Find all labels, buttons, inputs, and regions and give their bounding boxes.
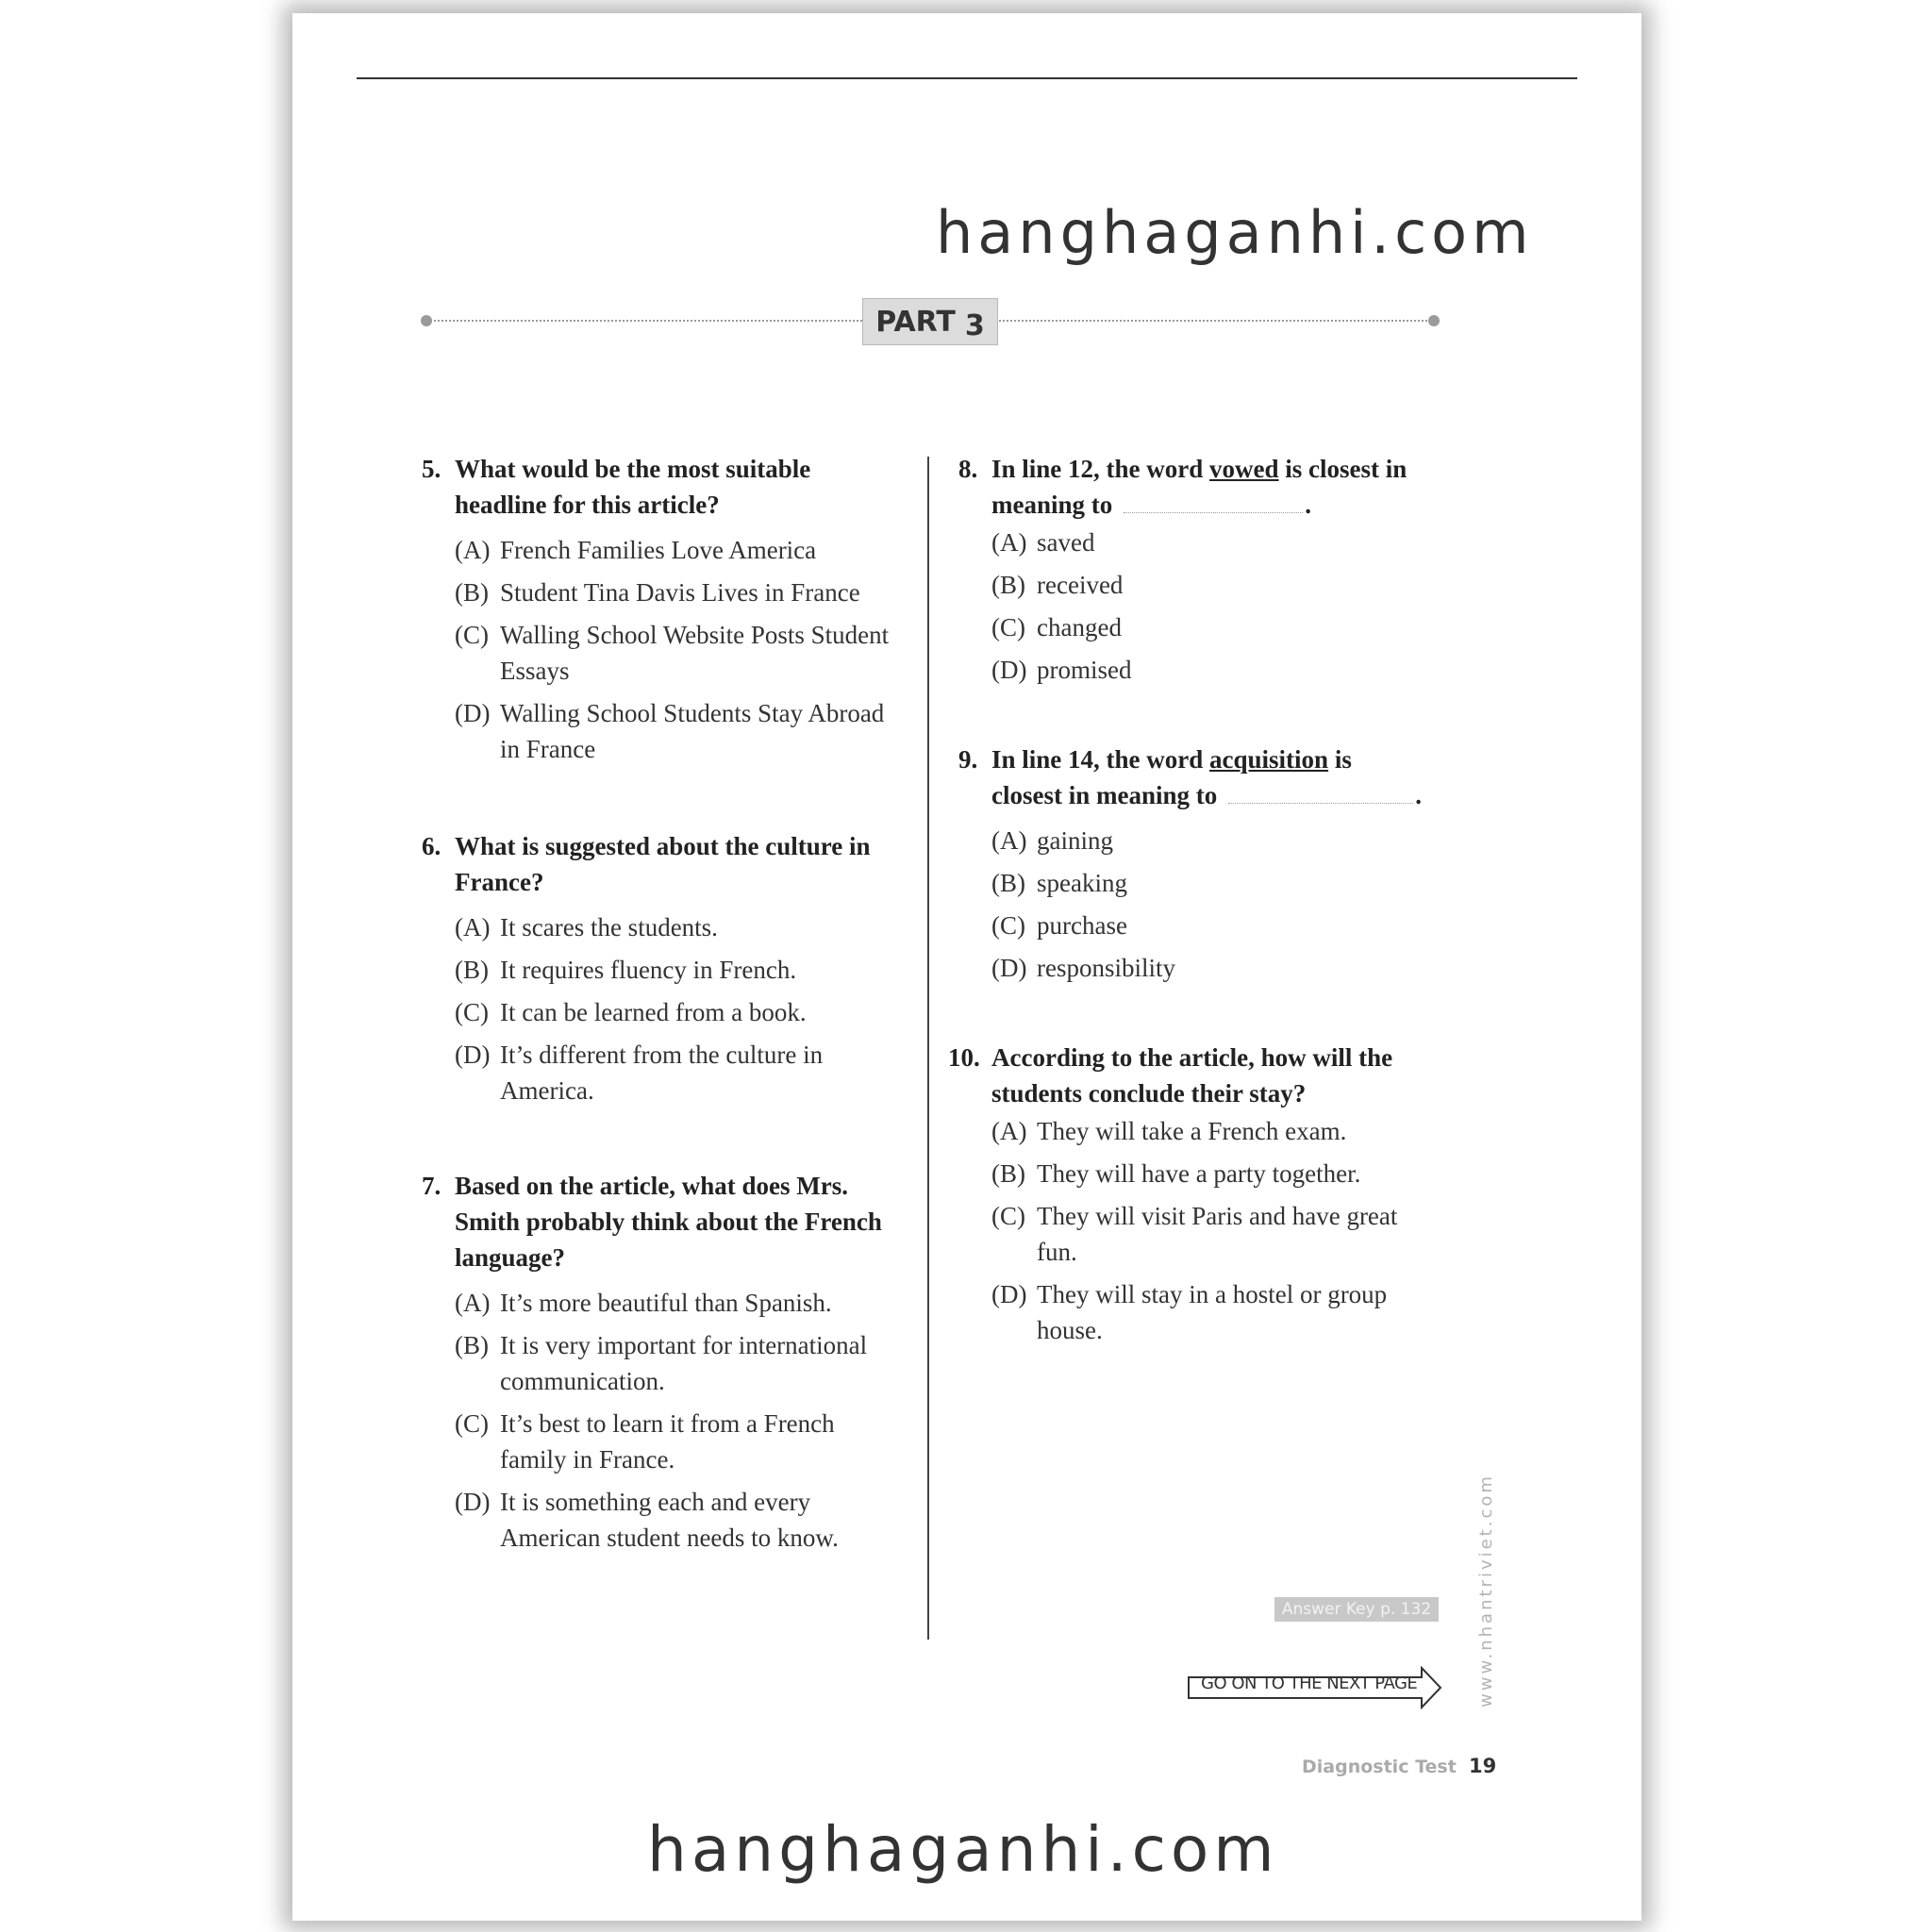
option-d[interactable] — [991, 950, 1449, 986]
watermark-top: hanghaganhi.com — [936, 198, 1534, 267]
option-letter: (B) — [991, 869, 1025, 897]
stem-text: meaning to — [991, 491, 1113, 519]
stem-line: According to the article, how will the — [991, 1043, 1393, 1072]
option-c[interactable] — [455, 1406, 912, 1477]
stem-line: students conclude their stay? — [991, 1079, 1307, 1108]
option-text: It scares the students. — [500, 913, 718, 941]
option-text: Student Tina Davis Lives in France — [500, 578, 860, 607]
option-letter: (B) — [991, 1159, 1025, 1188]
option-text: communication. — [500, 1367, 665, 1395]
answer-blank[interactable] — [1124, 488, 1303, 513]
option-letter: (B) — [455, 956, 489, 984]
option-letter: (D) — [991, 954, 1027, 982]
part-number: 3 — [964, 308, 985, 342]
option-text: They will have a party together. — [1037, 1159, 1361, 1188]
question-7 — [422, 1168, 912, 1562]
question-9 — [958, 741, 1449, 992]
footer-section-label: Diagnostic Test — [1302, 1757, 1457, 1777]
option-b[interactable] — [455, 575, 912, 610]
option-text: American student needs to know. — [500, 1524, 839, 1552]
watermark-bottom: hanghaganhi.com — [647, 1813, 1279, 1886]
option-c[interactable] — [991, 1198, 1448, 1270]
option-b[interactable] — [991, 865, 1449, 901]
target-word: vowed — [1209, 455, 1279, 483]
option-c[interactable] — [455, 994, 912, 1030]
option-text: speaking — [1037, 869, 1127, 897]
stem-line — [991, 451, 1449, 487]
question-8 — [958, 451, 1449, 694]
stem-text: In line 14, the word — [991, 745, 1210, 774]
question-number: 5. — [422, 455, 441, 483]
option-letter: (D) — [455, 1041, 491, 1069]
option-d[interactable] — [455, 695, 912, 767]
part-heading — [862, 298, 998, 345]
option-text: received — [1037, 571, 1124, 599]
option-text: Walling School Website Posts Student — [500, 621, 890, 649]
option-letter: (A) — [455, 1289, 491, 1317]
stem-text: closest in meaning to — [991, 781, 1218, 809]
column-divider — [927, 457, 929, 1640]
option-letter: (D) — [991, 656, 1027, 684]
part-divider-dot-left — [421, 315, 432, 326]
option-letter: (B) — [455, 578, 489, 607]
question-10 — [948, 1040, 1448, 1355]
option-a[interactable] — [991, 525, 1449, 560]
question-number: 10. — [948, 1043, 980, 1072]
option-a[interactable] — [455, 532, 912, 568]
option-a[interactable] — [455, 909, 912, 945]
option-text: promised — [1037, 656, 1132, 684]
option-text: It is something each and every — [500, 1488, 811, 1516]
option-text: house. — [1037, 1316, 1103, 1344]
stem-line: What would be the most suitable — [455, 455, 811, 483]
option-d[interactable] — [991, 1276, 1448, 1348]
question-number: 9. — [958, 745, 978, 774]
stem-text: is — [1328, 745, 1352, 774]
target-word: acquisition — [1209, 745, 1329, 774]
option-letter: (A) — [991, 1117, 1027, 1145]
part-divider-right — [996, 320, 1434, 322]
option-text: gaining — [1037, 826, 1113, 855]
option-text: purchase — [1037, 911, 1127, 940]
answer-key-badge: Answer Key p. 132 — [1274, 1597, 1439, 1622]
option-text: They will stay in a hostel or group — [1037, 1280, 1388, 1308]
question-stem — [422, 451, 912, 523]
question-number: 7. — [422, 1172, 441, 1200]
option-b[interactable] — [455, 1327, 912, 1399]
question-number: 8. — [958, 455, 978, 483]
option-c[interactable] — [455, 617, 912, 689]
option-letter: (C) — [991, 911, 1025, 940]
option-text: saved — [1037, 528, 1095, 557]
stem-line: Based on the article, what does Mrs. — [455, 1172, 848, 1200]
option-a[interactable] — [991, 823, 1449, 858]
option-text: America. — [500, 1076, 594, 1105]
question-stem — [958, 741, 1449, 813]
option-text: They will take a French exam. — [1037, 1117, 1347, 1145]
stem-text: In line 12, the word — [991, 455, 1210, 483]
option-letter: (C) — [455, 1409, 489, 1438]
option-text: fun. — [1037, 1238, 1077, 1266]
stem-line — [991, 487, 1449, 523]
stem-period: . — [1305, 491, 1311, 519]
option-text: They will visit Paris and have great — [1037, 1202, 1398, 1230]
option-letter: (C) — [991, 613, 1025, 641]
question-5 — [422, 451, 912, 774]
part-label: PART — [875, 305, 956, 339]
option-b[interactable] — [991, 567, 1449, 603]
option-b[interactable] — [991, 1156, 1448, 1191]
option-letter: (D) — [455, 699, 491, 727]
option-letter: (C) — [455, 621, 489, 649]
option-text: It requires fluency in French. — [500, 956, 797, 984]
side-url-text: www.nhantriviet.com — [1476, 1474, 1496, 1707]
question-stem — [422, 828, 912, 900]
option-letter: (B) — [991, 571, 1025, 599]
option-d[interactable] — [991, 652, 1449, 688]
option-a[interactable] — [991, 1113, 1448, 1149]
option-text: responsibility — [1037, 954, 1175, 982]
option-letter: (C) — [991, 1202, 1025, 1230]
stem-period: . — [1415, 781, 1422, 809]
option-text: French Families Love America — [500, 536, 817, 564]
option-text: It is very important for international — [500, 1331, 868, 1359]
option-text: Walling School Students Stay Abroad — [500, 699, 885, 727]
stem-line — [991, 777, 1449, 813]
question-stem — [948, 1040, 1448, 1111]
option-text: Essays — [500, 657, 570, 685]
option-text: It’s best to learn it from a French — [500, 1409, 835, 1438]
option-letter: (A) — [455, 913, 491, 941]
option-c[interactable] — [991, 908, 1449, 943]
question-6 — [422, 828, 912, 1115]
stem-line: language? — [455, 1243, 566, 1272]
option-text: family in France. — [500, 1445, 675, 1474]
stem-line — [991, 741, 1449, 777]
question-number: 6. — [422, 832, 441, 860]
page-number: 19 — [1469, 1755, 1497, 1777]
question-stem — [422, 1168, 912, 1275]
top-rule — [357, 77, 1577, 79]
option-d[interactable] — [455, 1037, 912, 1108]
question-stem — [958, 451, 1449, 523]
part-divider-dot-right — [1428, 315, 1440, 326]
option-text: in France — [500, 735, 596, 763]
option-text: It’s different from the culture in — [500, 1041, 824, 1069]
go-on-label: GO ON TO THE NEXT PAGE — [1201, 1674, 1418, 1693]
option-letter: (A) — [991, 528, 1027, 557]
option-letter: (C) — [455, 998, 489, 1026]
option-letter: (D) — [455, 1488, 491, 1516]
stem-line: What is suggested about the culture in — [455, 832, 871, 860]
option-letter: (B) — [455, 1331, 489, 1359]
option-d[interactable] — [455, 1484, 912, 1556]
part-divider-left — [426, 320, 862, 322]
option-text: It can be learned from a book. — [500, 998, 807, 1026]
stem-line: Smith probably think about the French — [455, 1208, 882, 1236]
option-letter: (A) — [455, 536, 491, 564]
option-letter: (A) — [991, 826, 1027, 855]
stem-text: is closest in — [1278, 455, 1407, 483]
option-text: It’s more beautiful than Spanish. — [500, 1289, 832, 1317]
option-text: changed — [1037, 613, 1122, 641]
option-c[interactable] — [991, 609, 1449, 645]
option-a[interactable] — [455, 1285, 912, 1321]
answer-blank[interactable] — [1228, 778, 1413, 804]
option-b[interactable] — [455, 952, 912, 988]
option-letter: (D) — [991, 1280, 1027, 1308]
stem-line: France? — [455, 868, 544, 896]
stem-line: headline for this article? — [455, 491, 720, 519]
